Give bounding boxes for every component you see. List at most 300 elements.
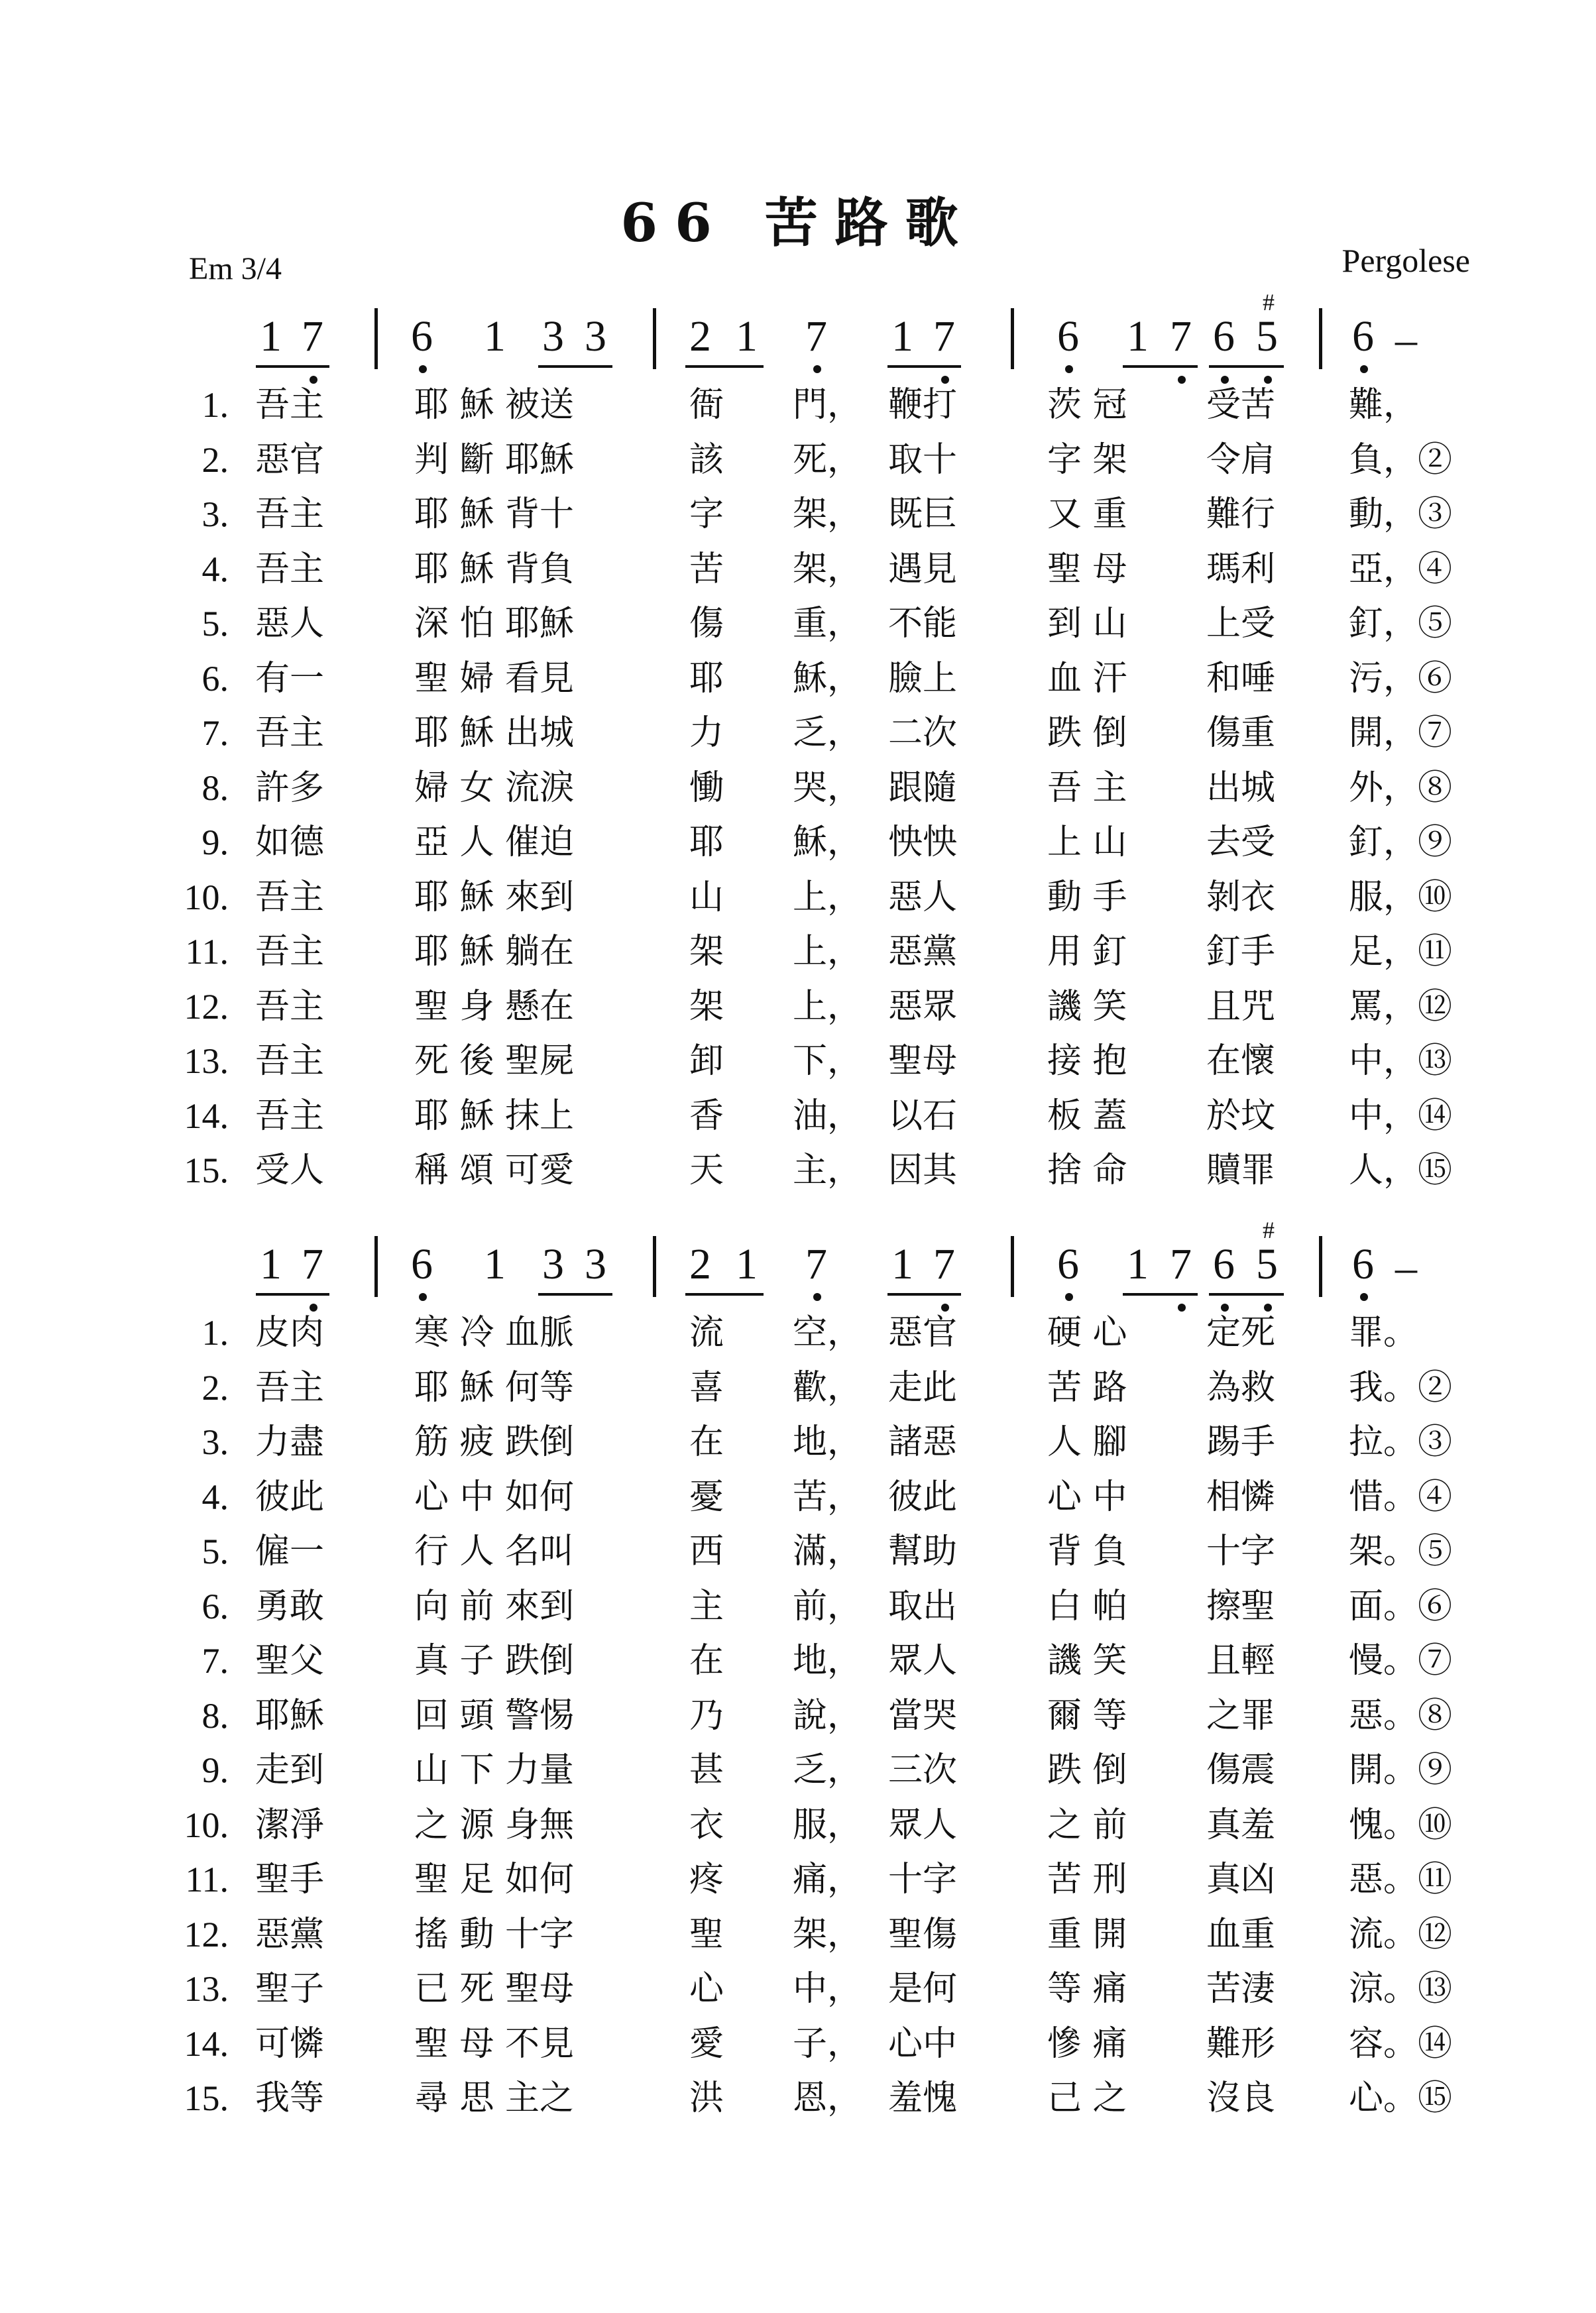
lyric-phrase-3: 卸 下， (689, 1041, 862, 1081)
lyric-phrase-4: 心中 (888, 2023, 958, 2064)
lyric-phrase-7: 開，⑦ (1349, 713, 1453, 753)
lyric-phrase-1: 彼此 (255, 1477, 325, 1517)
verse-number: 1. (201, 385, 229, 425)
lyric-phrase-4: 三次 (888, 1750, 958, 1790)
verse-row (0, 1470, 1596, 1524)
lyric-phrase-4: 走此 (888, 1367, 958, 1408)
lyric-phrase-4: 惡人 (888, 877, 958, 917)
note: 6 (1213, 1240, 1235, 1288)
verse-row (0, 1361, 1596, 1415)
lyric-phrase-2: 聖 母 不見 (414, 2023, 575, 2064)
note: 1 (484, 312, 506, 361)
note: 6 (411, 1240, 433, 1288)
lyric-phrase-3: 架 上， (689, 932, 862, 972)
lyric-phrase-6: 瑪利 (1206, 549, 1276, 589)
verse-number: 14. (184, 2023, 229, 2064)
lyric-phrase-4: 惡官 (888, 1313, 958, 1353)
lyric-phrase-4: 怏怏 (888, 822, 958, 862)
hold-dash: – (1395, 315, 1417, 364)
lyric-phrase-4: 取出 (888, 1586, 958, 1626)
verse-row (0, 487, 1596, 541)
eighth-underline (1123, 1293, 1198, 1296)
lower-octave-dot (419, 365, 427, 373)
lyric-phrase-3: 傷 重， (689, 604, 862, 644)
lyric-phrase-5: 到 山 (1047, 604, 1127, 644)
note: 3 (585, 1240, 606, 1288)
lyric-phrase-4: 十字 (888, 1860, 958, 1899)
note: 6 (1057, 1240, 1079, 1288)
lyric-phrase-5: 重 開 (1047, 1914, 1127, 1954)
note: 7 (933, 1240, 955, 1288)
verse-row (0, 1689, 1596, 1743)
lyric-phrase-7: 釘，⑨ (1349, 822, 1453, 862)
lyric-phrase-5: 吾 主 (1047, 767, 1127, 808)
lyric-phrase-7: 中，⑭ (1349, 1096, 1453, 1136)
note: 5 (1256, 1240, 1278, 1288)
lyric-phrase-2: 亞 人 催迫 (414, 822, 575, 862)
lyric-phrase-7: 足，⑪ (1349, 932, 1453, 972)
lyric-phrase-5: 捨 命 (1047, 1151, 1127, 1190)
lyric-phrase-6: 難形 (1206, 2023, 1276, 2064)
note: 6 (411, 312, 433, 361)
lower-octave-dot (813, 1293, 821, 1301)
lyric-phrase-1: 勇敢 (255, 1586, 325, 1626)
lyric-phrase-5: 己 之 (1047, 2078, 1127, 2118)
verse-row (0, 1962, 1596, 2016)
lyric-phrase-6: 傷重 (1206, 713, 1276, 753)
verse-row (0, 1743, 1596, 1797)
eighth-underline (1123, 365, 1198, 368)
lyric-phrase-5: 血 汗 (1047, 658, 1127, 699)
note: 7 (1170, 1240, 1192, 1288)
lyric-phrase-7: 流。⑫ (1349, 1914, 1453, 1954)
lower-octave-dot (813, 365, 821, 373)
note: 2 (689, 312, 711, 361)
lyric-phrase-3: 耶 穌， (689, 658, 862, 699)
eighth-underline (887, 1293, 961, 1296)
lyric-phrase-4: 因其 (888, 1151, 958, 1190)
lyric-phrase-6: 在懷 (1206, 1041, 1276, 1081)
key-time-signature: Em 3/4 (189, 251, 282, 286)
lyric-phrase-2: 耶 穌 出城 (414, 713, 575, 753)
lower-octave-dot (1360, 365, 1368, 373)
lyric-phrase-4: 鞭打 (888, 385, 958, 425)
hold-dash: – (1395, 1243, 1417, 1292)
lyric-phrase-7: 外，⑧ (1349, 767, 1453, 808)
lyric-phrase-3: 在 地， (689, 1422, 862, 1462)
lyric-phrase-4: 聖母 (888, 1041, 958, 1081)
lyric-phrase-7: 惜。④ (1349, 1477, 1453, 1517)
lyric-phrase-1: 力盡 (255, 1422, 325, 1462)
lower-octave-dot (1360, 1293, 1368, 1301)
lyric-phrase-6: 踢手 (1206, 1422, 1276, 1462)
verse-row (0, 1579, 1596, 1634)
lyric-phrase-5: 譏 笑 (1047, 986, 1127, 1027)
verse-number: 13. (184, 1969, 229, 2009)
lyric-phrase-5: 動 手 (1047, 877, 1127, 917)
lyric-phrase-1: 聖手 (255, 1860, 325, 1899)
lyric-phrase-7: 架。⑤ (1349, 1532, 1453, 1571)
lyric-phrase-1: 聖父 (255, 1641, 325, 1681)
lyric-phrase-6: 真羞 (1206, 1805, 1276, 1845)
verse-number: 10. (184, 877, 229, 917)
lyric-phrase-4: 是何 (888, 1969, 958, 2009)
verse-row (0, 1143, 1596, 1198)
lyric-phrase-7: 惡。⑧ (1349, 1695, 1453, 1736)
lyric-phrase-2: 稱 頌 可愛 (414, 1151, 575, 1190)
lyric-phrase-4: 眾人 (888, 1641, 958, 1681)
verse-number: 14. (184, 1096, 229, 1136)
note: 1 (891, 1240, 913, 1288)
note: 7 (805, 312, 827, 361)
lyric-phrase-2: 婦 女 流淚 (414, 767, 575, 808)
lyric-phrase-1: 可憐 (255, 2023, 325, 2064)
lyric-phrase-2: 筋 疲 跌倒 (414, 1422, 575, 1462)
lyric-phrase-5: 苦 刑 (1047, 1860, 1127, 1899)
note: 5 (1256, 312, 1278, 361)
verse-row (0, 1907, 1596, 1962)
lyric-phrase-2: 死 後 聖屍 (414, 1041, 575, 1081)
verse-row (0, 1524, 1596, 1579)
lyric-phrase-7: 罪。 (1349, 1313, 1418, 1353)
lyric-phrase-6: 剝衣 (1206, 877, 1276, 917)
lyric-phrase-2: 耶 穌 被送 (414, 385, 575, 425)
lyric-phrase-3: 耶 穌， (689, 822, 862, 862)
note: 7 (933, 312, 955, 361)
note: 3 (542, 1240, 564, 1288)
lyric-phrase-1: 如德 (255, 822, 325, 862)
note: 1 (736, 312, 758, 361)
note: 1 (736, 1240, 758, 1288)
lyric-phrase-4: 當哭 (888, 1695, 958, 1736)
lyric-phrase-3: 西 滿， (689, 1532, 862, 1571)
lyric-phrase-5: 又 重 (1047, 494, 1127, 534)
verse-row (0, 542, 1596, 596)
lyric-phrase-1: 吾主 (255, 549, 325, 589)
verse-row (0, 706, 1596, 760)
lyric-phrase-2: 山 下 力量 (414, 1750, 575, 1790)
eighth-underline (887, 365, 961, 368)
lyric-phrase-5: 用 釘 (1047, 932, 1127, 972)
lyric-phrase-1: 潔淨 (255, 1805, 325, 1845)
lyric-phrase-2: 真 子 跌倒 (414, 1641, 575, 1681)
lyric-phrase-3: 苦 架， (689, 549, 862, 589)
lyric-phrase-7: 拉。③ (1349, 1422, 1453, 1462)
lyric-phrase-2: 已 死 聖母 (414, 1969, 575, 2009)
lyric-phrase-1: 吾主 (255, 494, 325, 534)
lyric-phrase-1: 僱一 (255, 1532, 325, 1571)
lyric-phrase-6: 且輕 (1206, 1641, 1276, 1681)
verse-number: 6. (201, 658, 229, 699)
lyric-phrase-2: 深 怕 耶穌 (414, 604, 575, 644)
verse-number: 8. (201, 1695, 229, 1736)
lyric-phrase-5: 爾 等 (1047, 1695, 1127, 1736)
lyric-phrase-6: 沒良 (1206, 2078, 1276, 2118)
lyric-phrase-7: 中，⑬ (1349, 1041, 1453, 1081)
lyric-phrase-4: 惡黨 (888, 932, 958, 972)
lyric-phrase-5: 心 中 (1047, 1477, 1127, 1517)
lyric-phrase-2: 聖 足 如何 (414, 1860, 575, 1899)
lyric-phrase-2: 回 頭 警惕 (414, 1695, 575, 1736)
lyric-phrase-1: 許多 (255, 767, 325, 808)
lyric-phrase-7: 涼。⑬ (1349, 1969, 1453, 2009)
lower-octave-dot (419, 1293, 427, 1301)
lyric-phrase-5: 跌 倒 (1047, 713, 1127, 753)
lyric-phrase-5: 譏 笑 (1047, 1641, 1127, 1681)
lyric-phrase-1: 我等 (255, 2078, 325, 2118)
lyric-phrase-5: 聖 母 (1047, 549, 1127, 589)
lyric-phrase-6: 十字 (1206, 1532, 1276, 1571)
verse-number: 9. (201, 1750, 229, 1790)
lyric-phrase-7: 人，⑮ (1349, 1151, 1453, 1190)
verse-number: 5. (201, 1532, 229, 1571)
lyric-phrase-2: 聖 婦 看見 (414, 658, 575, 699)
lyric-phrase-3: 疼 痛， (689, 1860, 862, 1899)
bar-line (1011, 1236, 1014, 1297)
eighth-underline (1209, 1293, 1284, 1296)
lyric-phrase-7: 我。② (1349, 1367, 1453, 1408)
lyric-phrase-7: 愧。⑩ (1349, 1805, 1453, 1845)
verse-number: 13. (184, 1041, 229, 1081)
note: 3 (542, 312, 564, 361)
verse-row (0, 1089, 1596, 1143)
lyric-phrase-3: 字 架， (689, 494, 862, 534)
lyric-phrase-3: 山 上， (689, 877, 862, 917)
lyric-phrase-7: 釘，⑤ (1349, 604, 1453, 644)
bar-line (374, 308, 378, 369)
verse-number: 9. (201, 822, 229, 862)
lyric-phrase-2: 耶 穌 背負 (414, 549, 575, 589)
lyric-phrase-1: 吾主 (255, 1041, 325, 1081)
note: 2 (689, 1240, 711, 1288)
verse-number: 4. (201, 1477, 229, 1517)
lyric-phrase-1: 吾主 (255, 986, 325, 1027)
lyric-phrase-7: 動，③ (1349, 494, 1453, 534)
eighth-underline (685, 365, 764, 368)
bar-line (1319, 308, 1322, 369)
lyric-phrase-6: 難行 (1206, 494, 1276, 534)
lyric-phrase-7: 惡。⑪ (1349, 1860, 1453, 1899)
lyric-phrase-1: 吾主 (255, 1096, 325, 1136)
lyric-phrase-7: 心。⑮ (1349, 2078, 1453, 2118)
verse-row (0, 925, 1596, 979)
lyric-phrase-5: 苦 路 (1047, 1367, 1127, 1408)
lyric-phrase-1: 惡黨 (255, 1914, 325, 1954)
lyric-phrase-3: 憂 苦， (689, 1477, 862, 1517)
lyric-phrase-5: 人 腳 (1047, 1422, 1127, 1462)
lyric-phrase-5: 跌 倒 (1047, 1750, 1127, 1790)
lyric-phrase-6: 擦聖 (1206, 1586, 1276, 1626)
lyric-phrase-4: 跟隨 (888, 767, 958, 808)
note: 6 (1352, 312, 1374, 361)
verse-row (0, 870, 1596, 925)
lyric-phrase-1: 皮肉 (255, 1313, 325, 1353)
lyric-phrase-1: 吾主 (255, 1367, 325, 1408)
note: 1 (891, 312, 913, 361)
verse-number: 7. (201, 1641, 229, 1681)
lyric-phrase-2: 寒 冷 血脈 (414, 1313, 575, 1353)
note: 7 (1170, 312, 1192, 361)
lyric-phrase-2: 耶 穌 躺在 (414, 932, 575, 972)
lower-octave-dot (1065, 1293, 1073, 1301)
lyric-phrase-7: 污，⑥ (1349, 658, 1453, 699)
verse-number: 5. (201, 604, 229, 644)
verse-row (0, 2017, 1596, 2071)
eighth-underline (685, 1293, 764, 1296)
lyric-phrase-3: 甚 乏， (689, 1750, 862, 1790)
lyric-phrase-6: 苦淒 (1206, 1969, 1276, 2009)
lyric-phrase-7: 亞，④ (1349, 549, 1453, 589)
lower-octave-dot (1065, 365, 1073, 373)
lyric-phrase-3: 力 乏， (689, 713, 862, 753)
composer: Pergolese (1341, 242, 1470, 279)
verse-number: 11. (185, 1860, 229, 1899)
lyric-phrase-4: 既巨 (888, 494, 958, 534)
lyric-phrase-2: 耶 穌 何等 (414, 1367, 575, 1408)
lyric-phrase-5: 等 痛 (1047, 1969, 1127, 2009)
lyric-phrase-4: 聖傷 (888, 1914, 958, 1954)
verse-number: 11. (185, 932, 229, 972)
lyric-phrase-1: 受人 (255, 1151, 325, 1190)
lyric-phrase-1: 耶穌 (255, 1695, 325, 1736)
verse-row (0, 1798, 1596, 1852)
lyric-phrase-3: 在 地， (689, 1641, 862, 1681)
lyric-phrase-6: 傷震 (1206, 1750, 1276, 1790)
verse-number: 7. (201, 713, 229, 753)
note: 7 (302, 1240, 323, 1288)
verse-number: 12. (184, 1914, 229, 1954)
note: 7 (302, 312, 323, 361)
lyric-phrase-3: 香 油， (689, 1096, 862, 1136)
note: 6 (1213, 312, 1235, 361)
lyric-phrase-6: 去受 (1206, 822, 1276, 862)
melody-line-2 (0, 1217, 1596, 1316)
verse-number: 2. (201, 1367, 229, 1408)
verse-number: 10. (184, 1805, 229, 1845)
note: 1 (1127, 312, 1149, 361)
lyric-phrase-2: 耶 穌 來到 (414, 877, 575, 917)
lyric-phrase-4: 諸惡 (888, 1422, 958, 1462)
verse-row (0, 1415, 1596, 1469)
note: 7 (805, 1240, 827, 1288)
lyric-phrase-7: 負，② (1349, 439, 1453, 480)
lyric-phrase-6: 贖罪 (1206, 1151, 1276, 1190)
lyric-phrase-3: 流 空， (689, 1313, 862, 1353)
lyric-phrase-6: 和唾 (1206, 658, 1276, 699)
lyric-phrase-7: 服，⑩ (1349, 877, 1453, 917)
lyric-phrase-2: 向 前 來到 (414, 1586, 575, 1626)
lyric-phrase-3: 聖 架， (689, 1914, 862, 1954)
lyric-phrase-7: 容。⑭ (1349, 2023, 1453, 2064)
lyric-phrase-1: 有一 (255, 658, 325, 699)
verse-number: 4. (201, 549, 229, 589)
bar-line (653, 308, 656, 369)
eighth-underline (1209, 365, 1284, 368)
lyric-phrase-3: 慟 哭， (689, 767, 862, 808)
lyric-phrase-3: 主 前， (689, 1586, 862, 1626)
lyric-phrase-4: 彼此 (888, 1477, 958, 1517)
lyric-phrase-3: 該 死， (689, 439, 862, 480)
bar-line (374, 1236, 378, 1297)
lyric-phrase-5: 上 山 (1047, 822, 1127, 862)
note: 1 (1127, 1240, 1149, 1288)
verse-row (0, 2071, 1596, 2125)
lyric-phrase-5: 慘 痛 (1047, 2023, 1127, 2064)
lyric-phrase-5: 字 架 (1047, 439, 1127, 480)
note: 6 (1352, 1240, 1374, 1288)
lyric-phrase-2: 搖 動 十字 (414, 1914, 575, 1954)
lyric-phrase-3: 喜 歡， (689, 1367, 862, 1408)
lyric-phrase-6: 定死 (1206, 1313, 1276, 1353)
lyric-phrase-4: 取十 (888, 439, 958, 480)
lyric-phrase-4: 羞愧 (888, 2078, 958, 2118)
lyric-phrase-4: 惡眾 (888, 986, 958, 1027)
verse-row (0, 1852, 1596, 1907)
lyric-phrase-7: 難， (1349, 385, 1418, 425)
verse-row (0, 596, 1596, 651)
verse-row (0, 815, 1596, 870)
verse-row (0, 980, 1596, 1034)
lyric-phrase-6: 為救 (1206, 1367, 1276, 1408)
lyric-phrase-6: 之罪 (1206, 1695, 1276, 1736)
lyric-phrase-3: 天 主， (689, 1151, 862, 1190)
bar-line (1011, 308, 1014, 369)
lyric-phrase-3: 愛 子， (689, 2023, 862, 2064)
verse-number: 15. (184, 2078, 229, 2118)
verse-number: 8. (201, 767, 229, 808)
lyric-phrase-5: 背 負 (1047, 1532, 1127, 1571)
lyric-phrase-1: 吾主 (255, 932, 325, 972)
verse-row (0, 651, 1596, 706)
lyric-phrase-3: 衙 門， (689, 385, 862, 425)
lyric-phrase-4: 眾人 (888, 1805, 958, 1845)
lyric-phrase-5: 之 前 (1047, 1805, 1127, 1845)
lyric-phrase-1: 惡官 (255, 439, 325, 480)
lyric-phrase-4: 以石 (888, 1096, 958, 1136)
lyric-phrase-1: 吾主 (255, 877, 325, 917)
lyric-phrase-6: 且咒 (1206, 986, 1276, 1027)
verse-row (0, 433, 1596, 487)
lyric-phrase-3: 洪 恩， (689, 2078, 862, 2118)
verse-row (0, 1634, 1596, 1688)
lyric-phrase-2: 尋 思 主之 (414, 2078, 575, 2118)
lyric-phrase-7: 罵，⑫ (1349, 986, 1453, 1027)
lyric-phrase-5: 茨 冠 (1047, 385, 1127, 425)
verse-row (0, 378, 1596, 432)
verse-number: 12. (184, 986, 229, 1027)
verse-number: 1. (201, 1313, 229, 1353)
lyric-phrase-1: 吾主 (255, 713, 325, 753)
sharp-accidental: # (1263, 289, 1275, 315)
lyric-phrase-3: 心 中， (689, 1969, 862, 2009)
lyric-phrase-2: 聖 身 懸在 (414, 986, 575, 1027)
eighth-underline (256, 1293, 329, 1296)
lyric-phrase-6: 出城 (1206, 767, 1276, 808)
verse-row (0, 761, 1596, 815)
lyric-phrase-6: 相憐 (1206, 1477, 1276, 1517)
lyric-phrase-7: 慢。⑦ (1349, 1641, 1453, 1681)
note: 1 (484, 1240, 506, 1288)
hymn-title: 66 苦路歌 (620, 192, 976, 254)
lyric-phrase-1: 惡人 (255, 604, 325, 644)
lyric-phrase-5: 硬 心 (1047, 1313, 1127, 1353)
lyric-phrase-5: 板 蓋 (1047, 1096, 1127, 1136)
lyric-phrase-4: 不能 (888, 604, 958, 644)
lyric-phrase-4: 二次 (888, 713, 958, 753)
lyric-phrase-7: 開。⑨ (1349, 1750, 1453, 1790)
lyric-phrase-2: 耶 穌 背十 (414, 494, 575, 534)
note: 1 (260, 1240, 282, 1288)
